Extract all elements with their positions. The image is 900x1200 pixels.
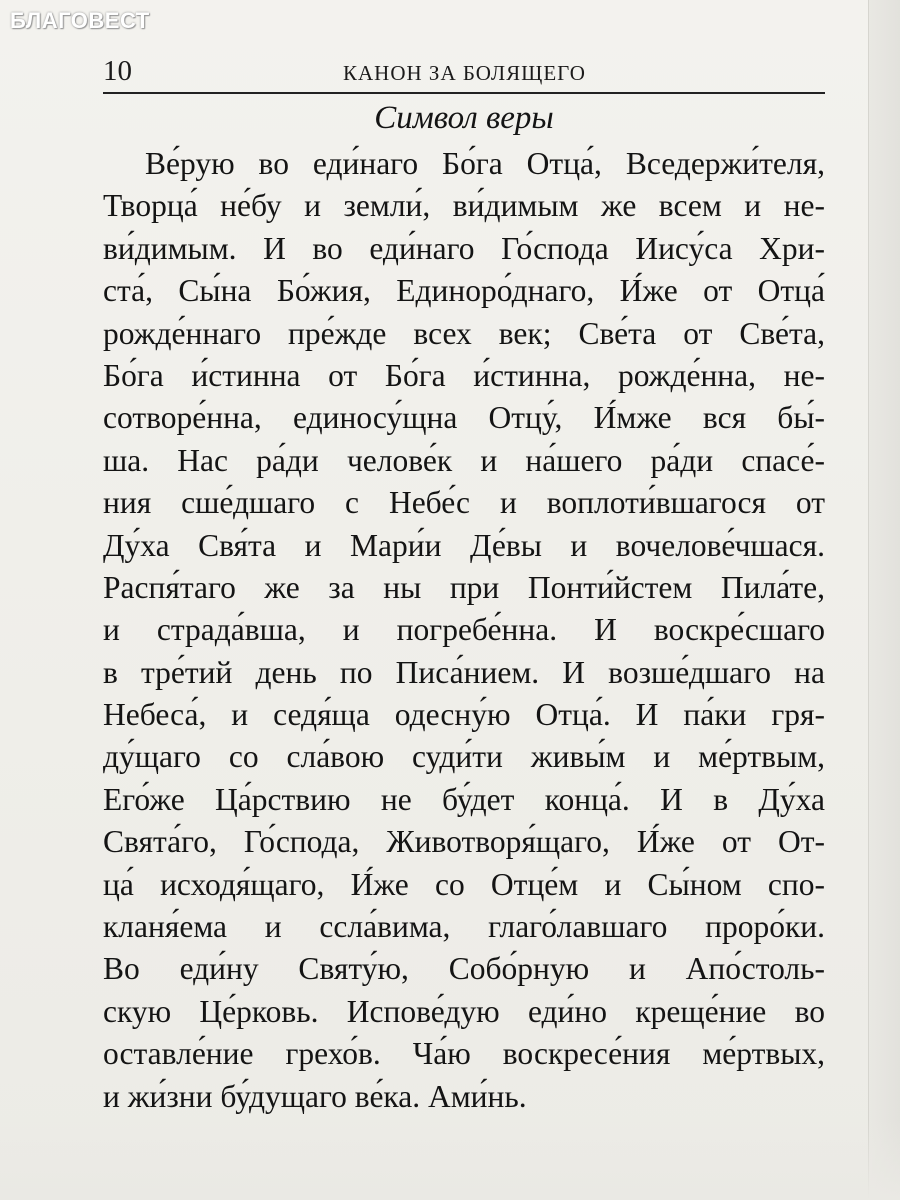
text-line: ви́димым. И во еди́наго Го́спода Иису́са Хри- [103,230,825,266]
text-line: в тре́тий день по Писа́нием. И возше́дшаго на [103,654,825,690]
text-line: и жи́зни бу́дущаго ве́ка. Ами́нь. [103,1078,527,1114]
watermark-logo: БЛАГОВЕСТ [10,8,150,33]
text-line: Ве́рую во еди́наго Бо́га Отца́, Вседержи́теля, [145,146,825,181]
page-bottom-shade [0,1120,900,1200]
text-line: и страда́вша, и погребе́нна. И воскре́сшаго [103,612,825,648]
running-title: КАНОН ЗА БОЛЯЩЕГО [343,61,586,85]
section-title: Символ веры [374,100,554,136]
header-rule [103,92,825,94]
text-line: Ду́ха Свя́та и Мари́и Де́вы и вочелове́чшася. [103,527,825,563]
text-line: Творца́ не́бу и земли́, ви́димым же всем и не- [103,188,825,224]
text-line: сотворе́нна, единосу́щна Отцу́, И́мже вся бы́- [103,400,825,436]
text-line: рожде́ннаго пре́жде всех век; Све́та от Све́та, [103,315,825,351]
text-line: Бо́га и́стинна от Бо́га и́стинна, рожде́нна, не- [103,357,825,393]
text-line: ца́ исходя́щаго, И́же со Отце́м и Сы́ном спо- [103,866,825,902]
text-line: Его́же Ца́рствию не бу́дет конца́. И в Ду́ха [103,781,825,817]
text-line: Небеса́, и седя́ща одесну́ю Отца́. И па́ки гря- [103,697,825,733]
text-line: Во еди́ну Святу́ю, Собо́рную и Апо́столь- [103,951,825,987]
text-line: ша. Нас ра́ди челове́к и на́шего ра́ди спасе́- [103,442,825,478]
next-page-edge [868,0,900,1200]
prayer-text [103,143,825,1118]
page-header [103,55,825,95]
text-line: скую Це́рковь. Испове́дую еди́но креще́ние во [103,993,825,1029]
text-line: Свята́го, Го́спода, Животворя́щаго, И́же от От- [103,824,825,860]
text-line: оставле́ние грехо́в. Ча́ю воскресе́ния ме́ртвых, [103,1036,825,1072]
page-number: 10 [103,55,132,87]
text-line: Распя́таго же за ны при Понти́йстем Пила́те, [103,569,825,605]
text-line: кланя́ема и ссла́вима, глаго́лавшаго проро́ки. [103,909,825,945]
text-line: ста́, Сы́на Бо́жия, Единоро́днаго, И́же от Отца́ [103,273,825,309]
text-line: ду́щаго со сла́вою суди́ти живы́м и ме́ртвым, [103,739,825,775]
text-line: ния сше́дшаго с Небе́с и воплоти́вшагося от [103,485,825,521]
